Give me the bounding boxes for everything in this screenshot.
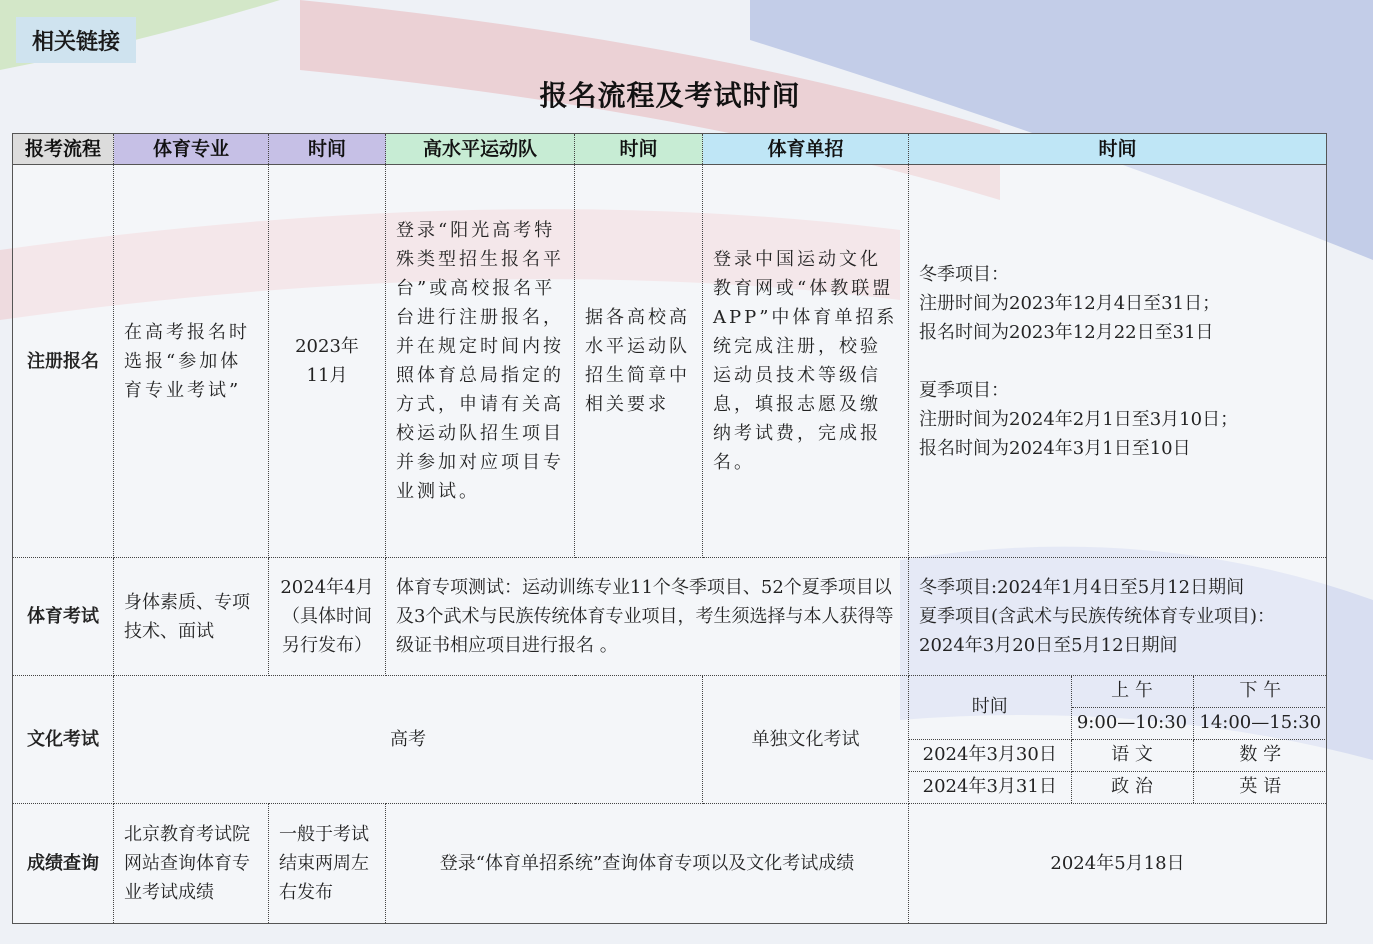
culture-single: 单独文化考试	[703, 676, 909, 804]
schedule-afternoon: 下 午	[1193, 676, 1327, 707]
pe-exam-winter: 冬季项目:2024年1月4日至5月12日期间	[919, 577, 1245, 598]
pe-exam-pe-time-note: （具体时间另行发布）	[282, 606, 372, 656]
schedule-row-1	[909, 739, 1327, 771]
pe-exam-single-time	[909, 558, 1327, 676]
schedule-time-header: 时间	[909, 676, 1071, 739]
score-label: 成绩查询	[13, 804, 114, 924]
pe-exam-pe-time	[269, 558, 386, 676]
schedule-afternoon-time: 14:00—15:30	[1193, 707, 1327, 739]
header-single-time: 时间	[909, 134, 1327, 165]
registration-pe-major: 在高考报名时选报“参加体育专业考试”	[114, 165, 269, 558]
score-merged: 登录“体育单招系统”查询体育专项以及文化考试成绩	[386, 804, 909, 924]
schedule-pm-1: 数 学	[1193, 739, 1327, 771]
registration-label: 注册报名	[13, 165, 114, 558]
schedule-date-1: 2024年3月30日	[909, 739, 1071, 771]
schedule-table	[12, 133, 1327, 924]
registration-pe-time	[269, 165, 386, 558]
registration-row	[13, 165, 1327, 558]
schedule-date-2: 2024年3月31日	[909, 771, 1071, 803]
header-high-level: 高水平运动队	[386, 134, 575, 165]
schedule-am-2: 政 治	[1071, 771, 1193, 803]
summer-register-time: 注册时间为2024年2月1日至3月10日；	[919, 408, 1239, 430]
registration-single-time	[909, 165, 1327, 558]
summer-apply-time: 报名时间为2024年3月1日至10日	[919, 437, 1191, 459]
header-pe-major: 体育专业	[114, 134, 269, 165]
schedule-pm-2: 英 语	[1193, 771, 1327, 803]
header-hl-time: 时间	[575, 134, 703, 165]
registration-pe-time-month: 11月	[306, 365, 348, 386]
score-row	[13, 804, 1327, 924]
culture-gaokao: 高考	[114, 676, 703, 804]
header-pe-time: 时间	[269, 134, 386, 165]
pe-exam-summer-dates: 2024年3月20日至5月12日期间	[919, 635, 1178, 656]
pe-exam-row	[13, 558, 1327, 676]
pe-exam-pe-time-month: 2024年4月	[280, 577, 374, 598]
header-row	[13, 134, 1327, 165]
schedule-morning: 上 午	[1071, 676, 1193, 707]
culture-exam-label: 文化考试	[13, 676, 114, 804]
schedule-header-row	[909, 676, 1327, 707]
winter-label: 冬季项目：	[919, 263, 1009, 285]
culture-exam-row	[13, 676, 1327, 804]
registration-hl-time: 据各高校高水平运动队招生简章中相关要求	[575, 165, 703, 558]
registration-high-level: 登录“阳光高考特殊类型招生报名平台”或高校报名平台进行注册报名，并在规定时间内按照体育总局指定的方式，申请有关高校运动队招生项目并参加对应项目专业测试。	[386, 165, 575, 558]
score-pe-time: 一般于考试结束两周左右发布	[269, 804, 386, 924]
schedule-morning-time: 9:00—10:30	[1071, 707, 1193, 739]
winter-apply-time: 报名时间为2023年12月22日至31日	[919, 321, 1214, 343]
registration-single: 登录中国运动文化教育网或“体教联盟APP”中体育单招系统完成注册，校验运动员技术等级信息，填报志愿及缴纳考试费，完成报名。	[703, 165, 909, 558]
score-single-time: 2024年5月18日	[909, 804, 1327, 924]
pe-exam-label: 体育考试	[13, 558, 114, 676]
header-flow: 报考流程	[13, 134, 114, 165]
pe-exam-merged: 体育专项测试：运动训练专业11个冬季项目、52个夏季项目以及3个武术与民族传统体育专业项目，考生须选择与本人获得等级证书相应项目进行报名 。	[386, 558, 909, 676]
registration-pe-time-year: 2023年	[295, 336, 359, 357]
page-title: 报名流程及考试时间	[539, 79, 801, 112]
summer-label: 夏季项目：	[919, 379, 1009, 401]
culture-schedule-table	[909, 676, 1327, 803]
schedule-am-1: 语 文	[1071, 739, 1193, 771]
related-links-tag: 相关链接	[16, 17, 136, 63]
score-pe-major: 北京教育考试院网站查询体育专业考试成绩	[114, 804, 269, 924]
winter-register-time: 注册时间为2023年12月4日至31日；	[919, 292, 1221, 314]
pe-exam-summer: 夏季项目(含武术与民族传统体育专业项目)：	[919, 606, 1276, 627]
culture-schedule	[909, 676, 1327, 804]
schedule-row-2	[909, 771, 1327, 803]
pe-exam-pe-major: 身体素质、专项技术、面试	[114, 558, 269, 676]
header-single: 体育单招	[703, 134, 909, 165]
